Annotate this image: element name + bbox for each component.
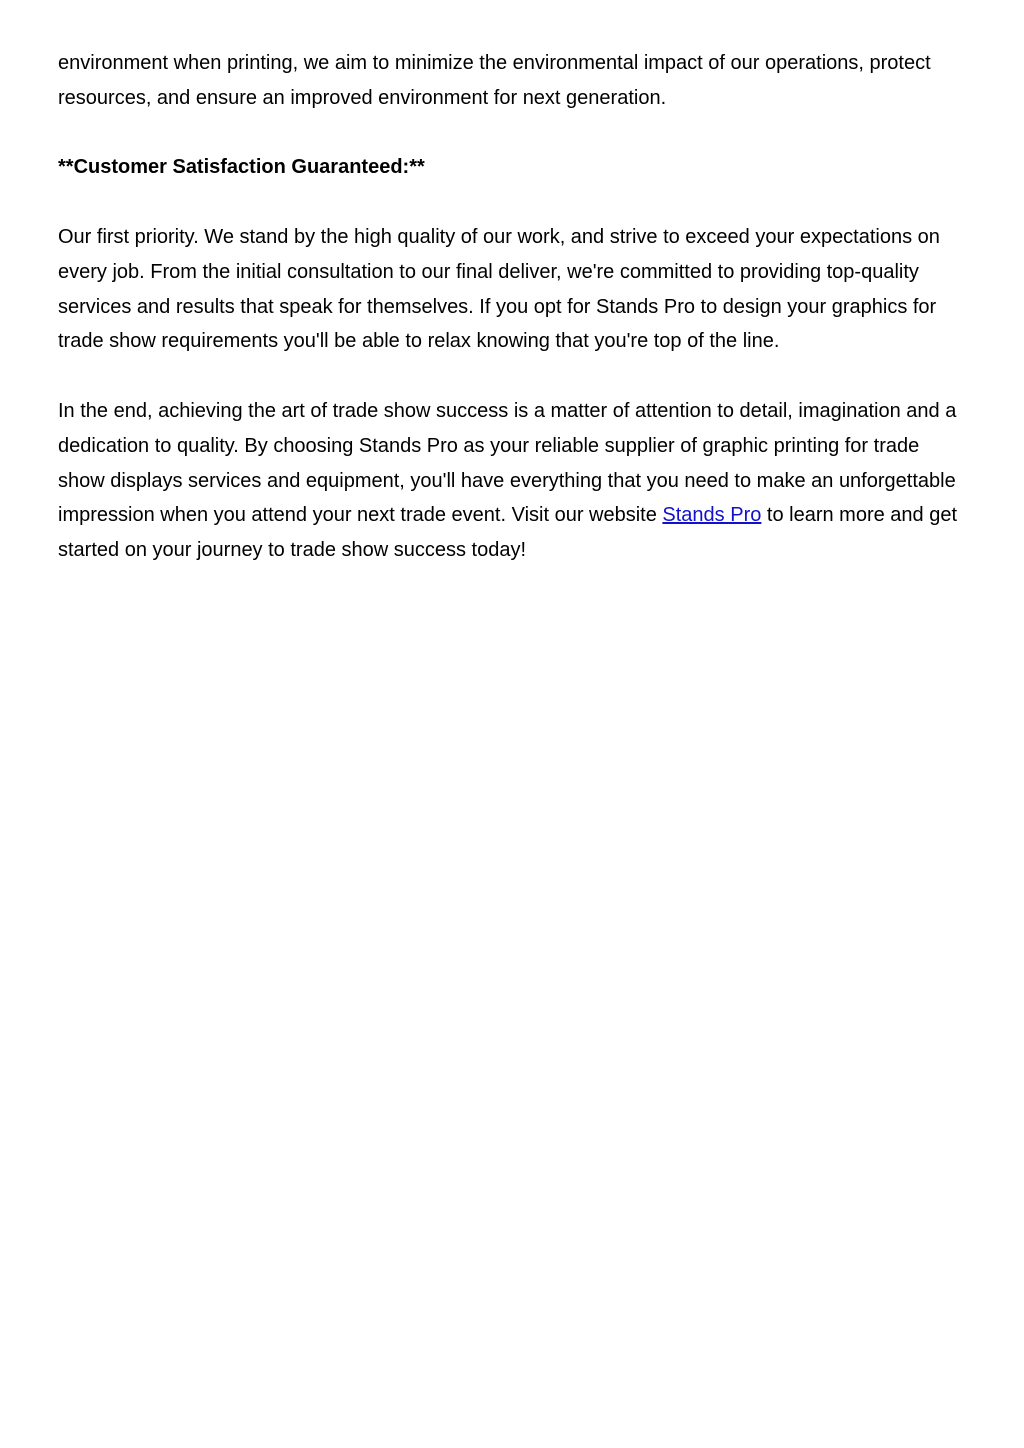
paragraph-environment: environment when printing, we aim to minimize the environmental impact of our operations, protect resources, and ensure an improved environment for next generation. <box>58 52 931 109</box>
conclusion-text-start: In the end, achieving the art of trade show success is a matter of attention to detail, imagination and a dedication to quality. By choosing Stands Pro as your reliable supplier of graphic printing for trade show displays services and equipment, you'll have everything that you need to make an unforgettable impression when you attend your next trade event. Visit our website <box>58 399 957 527</box>
paragraph-conclusion <box>58 394 968 568</box>
conclusion-text-end: to learn more and get started on your journey to trade show success today! <box>58 504 958 562</box>
heading-customer-satisfaction: **Customer Satisfaction Guaranteed:** <box>58 156 425 179</box>
document-page <box>58 46 968 603</box>
paragraph-first-priority: Our first priority. We stand by the high quality of our work, and strive to exceed your expectations on every job. From the initial consultation to our final deliver, we're committed to providing top-quality services and results that speak for themselves. If you opt for Stands Pro to design your graphics for trade show requirements you'll be able to relax knowing that you're top of the line. <box>58 225 940 353</box>
stands-pro-link[interactable]: Stands Pro <box>662 504 762 527</box>
